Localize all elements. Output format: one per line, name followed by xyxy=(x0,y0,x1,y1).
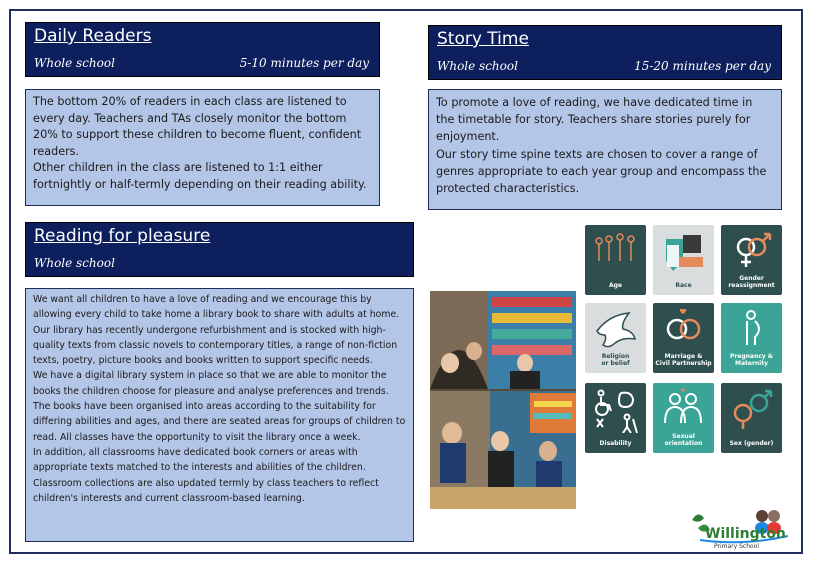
tile-gender-reassignment-label: Gender reassignment xyxy=(728,275,775,290)
orientation-icon xyxy=(661,389,706,429)
tile-marriage xyxy=(653,303,714,373)
tile-pregnancy-label: Pregnancy & Maternity xyxy=(729,353,774,368)
tile-sex-label: Sex (gender) xyxy=(729,440,774,448)
tile-gender-reassignment xyxy=(721,225,782,295)
tile-race-label: Race xyxy=(675,282,692,290)
tile-disability xyxy=(585,383,646,453)
pregnancy-icon xyxy=(729,309,774,349)
tile-disability-label: Disability xyxy=(599,440,632,448)
story-time-audience: Whole school xyxy=(437,59,518,73)
dove-icon xyxy=(593,309,638,351)
daily-readers-box xyxy=(25,89,380,206)
tile-orientation-label: Sexual orientation xyxy=(664,433,703,448)
reading-pleasure-audience: Whole school xyxy=(34,256,115,270)
story-time-body: To promote a love of reading, we have dedicated time in the timetable for story. Teachers share stories purely for enjoyment. Our story time spine texts are chosen to cover a range of genres appropriate to each year group and encompass the protected characteristics. xyxy=(436,96,767,196)
library-photo-collage xyxy=(430,291,576,509)
story-time-title: Story Time xyxy=(437,29,529,49)
daily-readers-title: Daily Readers xyxy=(34,26,152,46)
daily-readers-audience: Whole school xyxy=(34,56,115,70)
tile-age xyxy=(585,225,646,295)
daily-readers-time: 5-10 minutes per day xyxy=(239,56,369,70)
story-time-time: 15-20 minutes per day xyxy=(634,59,771,73)
tile-orientation xyxy=(653,383,714,453)
tile-marriage-label: Marriage & Civil Partnership xyxy=(655,353,712,368)
daily-readers-header xyxy=(25,22,380,77)
sex-gender-icon xyxy=(729,389,774,429)
tile-religion xyxy=(585,303,646,373)
gender-reassignment-icon xyxy=(729,231,774,271)
daily-readers-body: The bottom 20% of readers in each class are listened to every day. Teachers and TAs closely monitor the bottom 20% to support these children to become fluent, confident readers. Other children in the class are listened to 1:1 either fortnightly or half-termly depending on their reading ability. xyxy=(33,95,367,191)
tile-race xyxy=(653,225,714,295)
tile-religion-label: Religion or belief xyxy=(601,353,630,368)
reading-pleasure-header xyxy=(25,222,414,277)
reading-pleasure-box xyxy=(25,288,414,542)
rings-icon xyxy=(661,309,706,349)
school-logo xyxy=(688,506,798,551)
tile-pregnancy xyxy=(721,303,782,373)
age-icon xyxy=(593,231,638,271)
story-time-header xyxy=(428,25,782,80)
school-logo-name: Willington xyxy=(705,526,786,542)
tile-age-label: Age xyxy=(608,282,622,290)
tile-sex xyxy=(721,383,782,453)
reading-pleasure-body: We want all children to have a love of reading and we encourage this by allowing every child to take home a library book to share with adults at home. Our library has recently undergone refurbishment and is stocked with high-quality texts from classic novels to contemporary titles, a range of non-fiction texts, poetry, picture books and books written to support specific needs. We have a digital library system in place so that we are able to monitor the books the children choose for pleasure and analyse preferences and trends. The books have been organised into areas according to the suitability for differing abilities and ages, and there are seated areas for groups of children to read. All classes have the opportunity to visit the library once a week. In addition, all classrooms have dedicated book corners or areas with appropriate texts matched to the interests and abilities of the children. Classroom collections are also updated termly by class teachers to reflect children's interests and current classroom-based learning. xyxy=(33,294,406,504)
race-icon xyxy=(661,231,706,273)
school-logo-subtitle: Primary School xyxy=(714,543,760,550)
reading-pleasure-title: Reading for pleasure xyxy=(34,226,211,246)
disability-icon xyxy=(593,389,638,433)
story-time-box xyxy=(428,89,782,210)
